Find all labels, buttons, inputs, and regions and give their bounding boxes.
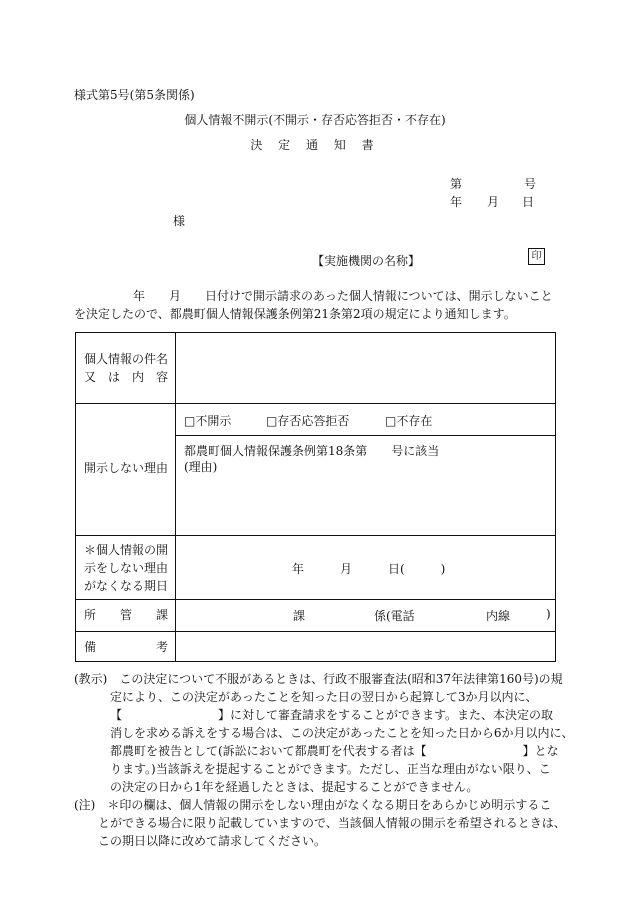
seal-mark: 印 [528, 248, 545, 265]
remarks-label: 備 考 [84, 640, 169, 654]
instruction-line: 都農町を被告として(訴訟において都農町を代表する者は【 】とな [110, 744, 559, 758]
caution-line: この期日以降に改めて請求してください。 [98, 834, 327, 848]
item-name-label: 個人情報の件名 又 は 内 容 [84, 352, 169, 384]
table-row-divider [76, 599, 555, 600]
date-month: 月 [487, 195, 500, 209]
instruction-line: ります。)当該訴えを提起することができます。ただし、正当な理由がない限り、こ [110, 762, 551, 776]
intro-line-2: を決定したので、都農町個人情報保護条例第21条第2項の規定により通知します。 [74, 307, 516, 321]
date-year: 年 [450, 195, 463, 209]
caution-line: とができる場合に限り記載していますので、当該個人情報の開示を希望されるときは、 [98, 816, 566, 830]
checkbox-refusal[interactable]: □存否応答拒否 [266, 414, 350, 428]
number-go: 号 [524, 177, 537, 191]
department-ka: 課 [293, 609, 306, 623]
instruction-line: 定により、この決定があったことを知った日の翌日から起算して3か月以内に、 [110, 690, 538, 704]
table-row-divider [76, 535, 555, 536]
caution-line: (注) ＊印の欄は、個人情報の開示をしない理由がなくなる期日をあらかじめ明示するこ [74, 798, 552, 812]
remarks-field[interactable] [175, 632, 555, 661]
checkbox-nonexistence[interactable]: □不存在 [385, 414, 433, 428]
reason-clause: 都農町個人情報保護条例第18条第 号に該当 [184, 444, 440, 458]
instruction-line: 消しを求める訴えをする場合は、この決定があったことを知った日から6か月以内に、 [110, 726, 574, 740]
checkbox-non-disclosure[interactable]: □不開示 [184, 414, 232, 428]
expiry-date-field[interactable]: 年 月 日( ) [292, 562, 446, 576]
intro-line-1: 年 月 日付けで開示請求のあった個人情報については、開示しないこと [133, 289, 553, 303]
decision-table [75, 332, 556, 662]
table-row-divider [76, 403, 555, 404]
document-subtitle: 決 定 通 知 書 [250, 138, 380, 152]
department-close-paren: ) [546, 607, 551, 621]
instruction-line: 【 】に対して審査請求をすることができます。また、本決定の取 [110, 708, 554, 722]
instruction-line: の決定の日から1年を経過したときは、提起することができません。 [110, 780, 479, 794]
document-title: 個人情報不開示(不開示・存否応答拒否・不存在) [184, 113, 446, 127]
form-number: 様式第5号(第5条関係) [74, 88, 195, 102]
expiry-date-label: ＊個人情報の開 示をしない理由 がなくなる期日 [84, 543, 169, 593]
department-extension: 内線 [486, 609, 511, 623]
agency-name: 【実施機関の名称】 [312, 254, 421, 268]
number-dai: 第 [450, 177, 463, 191]
date-day: 日 [522, 195, 535, 209]
instruction-line: (教示) この決定について不服があるときは、行政不服審査法(昭和37年法律第160号)の規 [74, 672, 563, 686]
reason-label: 開示しない理由 [84, 461, 169, 475]
department-label: 所 管 課 [84, 608, 169, 622]
reason-detail-label: (理由) [184, 460, 218, 474]
table-row-divider [175, 435, 555, 436]
item-name-field[interactable] [175, 335, 555, 402]
addressee: 様 [173, 214, 186, 228]
department-kakari-phone: 係(電話 [374, 609, 415, 623]
